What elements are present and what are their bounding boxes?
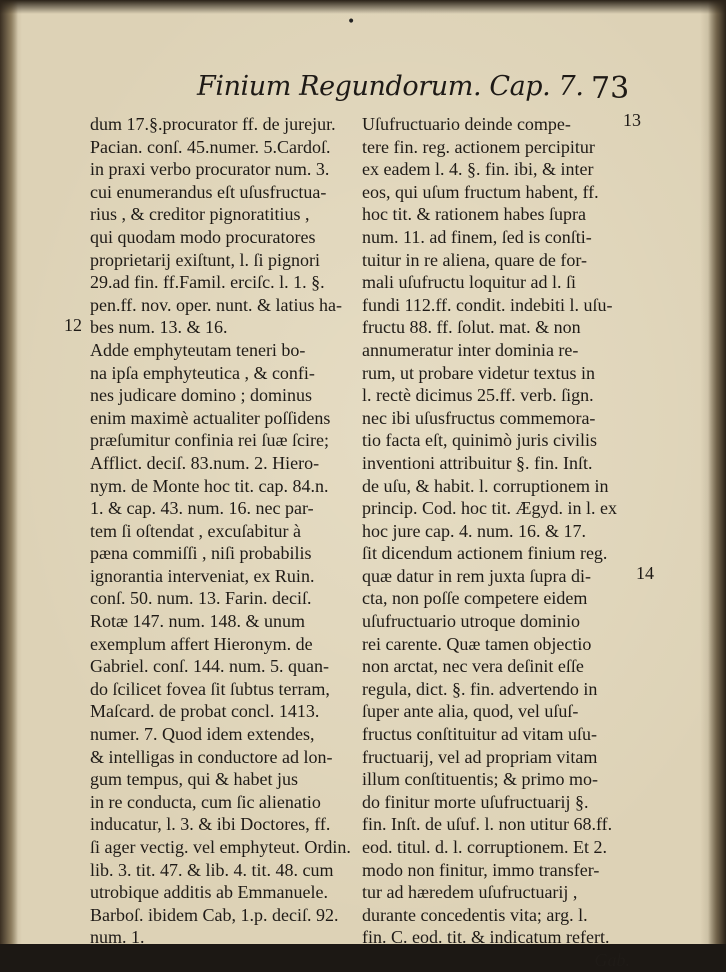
running-title: Finium Regundorum. Cap. 7. [197,71,584,102]
text-line: hoc jure cap. 4. num. 16. & 17. [362,520,586,541]
text-line: 1. & cap. 43. num. 16. nec par- [90,498,314,519]
text-line: gum tempus, qui & habet jus [90,769,298,790]
text-line: dum 17.§.procurator ff. de jurejur. [90,114,336,134]
text-line: regula, dict. §. fin. advertendo in [362,678,598,699]
text-line: Adde emphyteutam teneri bo- [90,339,306,360]
text-line: pæna commiſſi , niſi probabilis [90,543,312,564]
margin-number-12: 12 [64,315,82,335]
margin-number-14: 14 [636,563,654,583]
text-line: rius , & creditor pignoratitius , [90,204,310,225]
text-line: bes num. 13. & 16. [90,317,228,338]
text-line: ſuper ante alia, quod, vel uſuſ- [362,701,579,722]
text-line: tuitur in re aliena, quare de for- [362,249,588,270]
text-line: de uſu, & habit. l. corruptionem in [362,475,609,496]
text-line: illum conſtituentis; & primo mo- [362,769,598,790]
text-line: fundi 112.ff. condit. indebiti l. uſu- [362,294,613,315]
text-line: annumeratur inter dominia re- [362,339,579,360]
text-line: & intelligas in conductore ad lon- [90,746,333,767]
text-line: ex eadem l. 4. §. fin. ibi, & inter [362,159,594,180]
text-line: nec ibi uſusfructus commemora- [362,407,596,428]
text-line: uſufructuario utroque dominio [362,611,580,632]
text-line: enim maximè actualiter poſſidens [90,407,331,428]
text-line: conſ. 50. num. 13. Farin. deciſ. [90,588,312,609]
text-line: Rotæ 147. num. 148. & unum [90,611,306,632]
text-line: na ipſa emphyteutica , & confi- [90,362,315,383]
text-line: exemplum affert Hieronym. de [90,633,313,654]
text-line: eos, qui uſum fructum habent, ff. [362,181,599,202]
text-line: eod. titul. d. l. corruptionem. Et 2. [362,837,607,857]
text-line: nym. de Monte hoc tit. cap. 84.n. [90,475,329,496]
text-line: rei carente. Quæ tamen objectio [362,633,592,654]
text-line: lib. 3. tit. 47. & lib. 4. tit. 48. cum [90,859,334,880]
text-line: tur ad hæredem uſufructuarij , [362,882,578,903]
text-line: durante concedentis vita; arg. l. [362,904,588,925]
text-line: tem ſi oſtendat , excuſabitur à [90,520,301,541]
text-line: Gabriel. conſ. 144. num. 5. quan- [90,656,329,677]
left-text-column [90,113,358,949]
text-line: Barboſ. ibidem Cab, 1.p. deciſ. 92. [90,904,339,925]
text-line: l. rectè dicimus 25.ff. verb. ſign. [362,385,594,406]
text-line: modo non finitur, immo transfer- [362,859,600,880]
text-line: Gab. [594,949,630,970]
text-line: num. 1. [90,927,145,948]
text-line: in praxi verbo procurator num. 3. [90,159,330,180]
text-line: numer. 7. Quod idem extendes, [90,724,315,745]
text-line: Afflict. deciſ. 83.num. 2. Hiero- [90,452,320,473]
text-line: Maſcard. de probat concl. 1413. [90,701,320,722]
text-line: Uſufructuario deinde compe- [362,114,571,134]
text-line: 29.ad fin. ff.Famil. erciſc. l. 1. §. [90,272,325,293]
text-line: princip. Cod. hoc tit. Ægyd. in l. ex [362,498,617,519]
text-line: hoc tit. & rationem habes ſupra [362,204,586,225]
text-line: quæ datur in rem juxta ſupra di- [362,565,591,586]
text-line: Pacian. conſ. 45.numer. 5.Cardoſ. [90,136,331,157]
right-text-column [362,113,630,972]
text-line: utrobique additis ab Emmanuele. [90,882,328,903]
text-line: proprietarij exiſtunt, l. ſi pignori [90,249,320,270]
page-top-shadow [0,0,726,14]
text-line: cta, non poſſe competere eidem [362,588,588,609]
text-line: pen.ff. nov. oper. nunt. & latius ha- [90,294,342,315]
margin-number-13: 13 [623,110,641,130]
text-line: fin. Inſt. de uſuf. l. non utitur 68.ff. [362,814,613,835]
text-line: cui enumerandus eſt uſusfructua- [90,181,327,202]
text-line: in re conducta, cum ſic alienatio [90,791,321,812]
text-line: fin. C. eod. tit. & indicatum refert. [362,927,610,948]
text-line: mali uſufructu loquitur ad l. ſi [362,272,576,293]
text-line: fructu 88. ff. ſolut. mat. & non [362,317,581,338]
text-line: tere fin. reg. actionem percipitur [362,136,595,157]
text-line: fructus conſtituitur ad vitam uſu- [362,724,597,745]
text-line: do finitur morte uſufructuarij §. [362,791,589,812]
page-gutter-shadow [0,0,18,944]
text-line: non arctat, nec vera deſinit eſſe [362,656,584,677]
page-number: 73 [591,71,630,106]
text-line: præſumitur confinia rei ſuæ ſcire; [90,430,329,451]
text-line: qui quodam modo procuratores [90,226,316,247]
text-line: nes judicare domino ; dominus [90,385,312,406]
text-line: ſi ager vectig. vel emphyteut. Ordin. [90,837,351,857]
page-edge-shadow [708,0,726,944]
text-line: inventioni attribuitur §. fin. Inſt. [362,452,593,473]
text-line: ignorantia interveniat, ex Ruin. [90,565,315,586]
text-line: ſit dicendum actionem finium reg. [362,543,608,564]
text-line: num. 11. ad finem, ſed is conſti- [362,226,592,247]
text-line: inducatur, l. 3. & ibi Doctores, ff. [90,814,331,835]
text-line: fructuarij, vel ad propriam vitam [362,746,598,767]
text-line: rum, ut probare videtur textus in [362,362,595,383]
text-line: do ſcilicet fovea ſit ſubtus terram, [90,678,330,699]
ornament-dot: • [347,14,356,30]
text-line: tio facta eſt, quinimò juris civilis [362,430,597,451]
